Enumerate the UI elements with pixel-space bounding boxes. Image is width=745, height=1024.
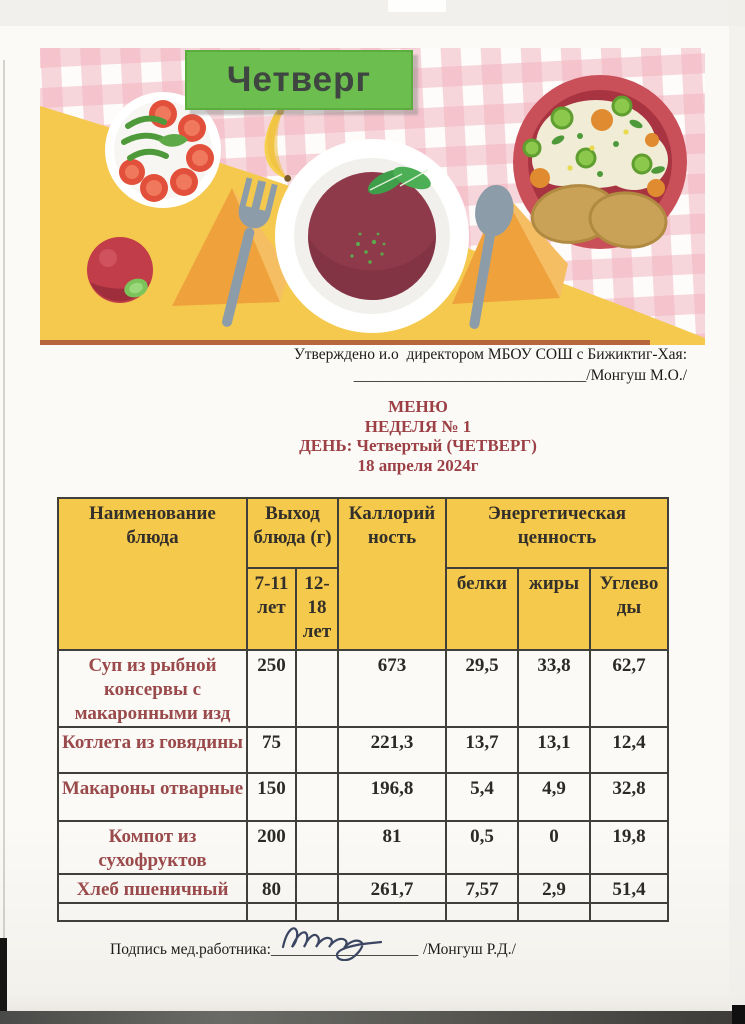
- dish-name: Суп из рыбной консервы с макаронными изд: [58, 650, 247, 727]
- dish-name: Макароны отварные: [58, 773, 247, 821]
- table-row: [58, 821, 668, 874]
- col-header-carbs: Углево ды: [590, 568, 668, 650]
- calories-value: 196,8: [338, 773, 446, 821]
- fats-value: [518, 903, 590, 921]
- soup-plate-illustration: [275, 139, 469, 333]
- portion-7-11: 80: [247, 874, 296, 903]
- col-header-fats: жиры: [518, 568, 590, 650]
- approval-block: [294, 344, 687, 386]
- proteins-value: 29,5: [446, 650, 518, 727]
- col-header-calories: Каллорий ность: [338, 498, 446, 650]
- portion-12-18: [296, 773, 338, 821]
- calories-value: 673: [338, 650, 446, 727]
- scan-edge-notch: [388, 0, 446, 12]
- day-title: ДЕНЬ: Четвертый (ЧЕТВЕРГ): [299, 436, 537, 455]
- carbs-value: 51,4: [590, 874, 668, 903]
- col-header-dish: Наименование блюда: [58, 498, 247, 650]
- fats-value: 4,9: [518, 773, 590, 821]
- proteins-value: 13,7: [446, 727, 518, 773]
- portion-12-18: [296, 727, 338, 773]
- portion-7-11: 150: [247, 773, 296, 821]
- carbs-value: [590, 903, 668, 921]
- proteins-value: 5,4: [446, 773, 518, 821]
- signature-label: Подпись мед.работника:: [110, 941, 271, 958]
- calories-value: 81: [338, 821, 446, 874]
- salad-plate-illustration: [513, 75, 687, 251]
- table-row: [58, 773, 668, 821]
- menu-title-block: [93, 397, 743, 475]
- scan-edge-right: [729, 0, 745, 1024]
- carbs-value: 62,7: [590, 650, 668, 727]
- med-worker-name: /Монгуш Р.Д./: [422, 941, 516, 958]
- proteins-value: 0,5: [446, 821, 518, 874]
- week-number: НЕДЕЛЯ № 1: [364, 416, 472, 436]
- carbs-value: 32,8: [590, 773, 668, 821]
- col-header-age-12-18: 12-18 лет: [296, 568, 338, 650]
- signature-footer: [110, 941, 516, 959]
- portion-12-18: [296, 650, 338, 727]
- table-row: [58, 650, 668, 727]
- fats-value: 13,1: [518, 727, 590, 773]
- carbs-value: 12,4: [590, 727, 668, 773]
- dish-name: [58, 903, 247, 921]
- menu-table: [57, 497, 669, 922]
- menu-date: 18 апреля 2024г: [357, 455, 479, 475]
- signature-area: [271, 941, 423, 959]
- portion-12-18: [296, 821, 338, 874]
- carbs-value: 19,8: [590, 821, 668, 874]
- approval-line: Утверждено и.о директором МБОУ СОШ с Бижиктиг-Хая:: [293, 346, 687, 363]
- scan-edge-left: [3, 60, 5, 990]
- menu-illustration: [40, 48, 705, 345]
- fats-value: 33,8: [518, 650, 590, 727]
- handwritten-signature: [275, 915, 425, 961]
- sauce-bowl-illustration: [87, 237, 153, 303]
- approver-name: /Монгуш М.О./: [586, 367, 687, 384]
- signature-underline: ___________________: [270, 941, 419, 958]
- approval-signature-line: [294, 365, 687, 386]
- col-header-age-7-11: 7-11 лет: [247, 568, 296, 650]
- calories-value: 221,3: [338, 727, 446, 773]
- day-banner-label: Четверг: [226, 60, 372, 99]
- fats-value: 0: [518, 821, 590, 874]
- approval-underline: ______________________________: [353, 367, 587, 384]
- portion-7-11: 75: [247, 727, 296, 773]
- table-row: [58, 874, 668, 903]
- portion-7-11: 200: [247, 821, 296, 874]
- menu-title: МЕНЮ: [388, 397, 448, 416]
- col-header-portion: Выход блюда (г): [247, 498, 338, 568]
- calories-value: 261,7: [338, 874, 446, 903]
- dish-name: Хлеб пшеничный: [58, 874, 247, 903]
- col-header-energy: Энергетическая ценность: [446, 498, 668, 568]
- col-header-proteins: белки: [446, 568, 518, 650]
- scan-mark-bottom-right: [732, 1005, 745, 1024]
- table-row: [58, 727, 668, 773]
- fats-value: 2,9: [518, 874, 590, 903]
- dish-name: Котлета из говядины: [58, 727, 247, 773]
- proteins-value: [446, 903, 518, 921]
- portion-12-18: [296, 874, 338, 903]
- dish-name: Компот из сухофруктов: [58, 821, 247, 874]
- scan-edge-top: [0, 0, 745, 26]
- scan-edge-bottom: [0, 1011, 745, 1024]
- day-banner: [185, 50, 413, 110]
- portion-7-11: 250: [247, 650, 296, 727]
- proteins-value: 7,57: [446, 874, 518, 903]
